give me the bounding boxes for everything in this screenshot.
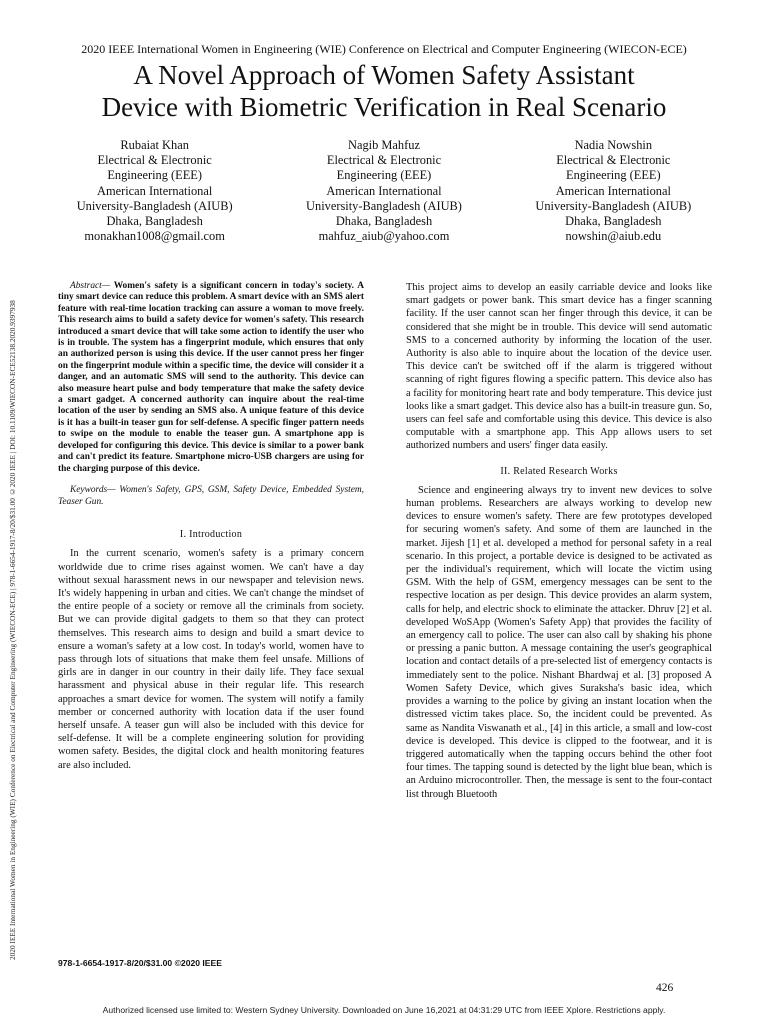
- section-heading-related-work: II. Related Research Works: [500, 465, 618, 477]
- left-column: [58, 281, 364, 772]
- author-institution: University-Bangladesh (AIUB): [76, 198, 233, 213]
- project-aims-paragraph: This project aims to develop an easily carriable device and looks like smart gadgets or power bank. This smart device has a finger scanning facility. If the user cannot scan her finger through this device, it can be considered that she might be in trouble. This device will send automatic SMS to a concerned authority by informing the location of the user. Authority is also able to inquire about the location of the device user. This device can't be switched off if the alarm is triggered without scanning of right figures flowing a specific pattern. This device also has a facility for monitoring heart rate and body temperature. This device just looks like a smart gadget. This device also has a built-in treasure gun. So, users can feel safe and comfortable using this device. This device is also computable with a smartphone app. This App allows users to set authorized numbers and users' finger data easily.: [406, 282, 712, 452]
- title-line-2: Device with Biometric Verification in Real Scenario: [101, 92, 667, 122]
- author-city: Dhaka, Bangladesh: [335, 214, 433, 229]
- author-dept: Electrical & Electronic: [556, 153, 671, 168]
- introduction-paragraph: In the current scenario, women's safety is a primary concern worldwide due to crime rises against women. We can't have a day without sexual harassment news in our newspaper and television news. It's widely happening in urban and cities. We can't change the mindset of the entire people of a society or remove all the criminals from society. But we can provide digital gadgets to them so that they can protect themselves. This research aims to design and build a smart device to ensure a woman's safety at a low cost. In today's world, women have to pass through lots of situations that make them feel unsafe. Millions of girls are in danger in our country in their daily life. They face sexual harassment and physical abuse in their regular life. This research approaches a smart device for women. The system will notify a family member or concerned authority with location data if the user found herself unsafe. A teaser gun will also be included with this device for self-defense. It will be a complete engineering solution for providing women safety. Besides, the digital clock and health monitoring features are also included.: [58, 548, 364, 771]
- author-dept: Engineering (EEE): [336, 168, 432, 183]
- footer-isbn: 978-1-6654-1917-8/20/$31.00 ©2020 IEEE: [58, 958, 223, 968]
- author-institution: University-Bangladesh (AIUB): [306, 198, 462, 213]
- section-heading-introduction: I. Introduction: [179, 529, 243, 541]
- license-notice: Authorized licensed use limited to: Western Sydney University. Downloaded on June 16,2021 at 04:31:29 UTC from IEEE Xplore. Restrictions apply.: [102, 1005, 666, 1015]
- author-email: monakhan1008@gmail.com: [84, 229, 225, 244]
- author-block: [40, 138, 728, 244]
- author-city: Dhaka, Bangladesh: [565, 214, 662, 229]
- author-institution: University-Bangladesh (AIUB): [535, 198, 692, 213]
- abstract: [58, 281, 364, 475]
- author-institution: American International: [97, 183, 213, 198]
- author-3: [499, 138, 728, 244]
- author-name: Nagib Mahfuz: [348, 138, 420, 152]
- related-work-paragraph: Science and engineering always try to invent new devices to solve human problems. Researchers are always working to develop new devices to ensure women's safety. There are few prototypes developed for securing women's safety. And some of them are launched in the market. Jijesh [1] et al. developed a method for personal safety in a real scenario. In this project, a portable device is designed to be activated as per the individual's requirement, which will locate the victim using GSM. With the help of GSM, emergency messages can be sent to the respective location as per design. This device provides an alarm system, calls for help, and electric shock to eliminate the attacker. Dhruv [2] et al. developed WoSApp (Women's Safety App) that provides the facility of an emergency call to police. The user can also call by shaking his phone or pressing a panic button. A message containing the user's geographical location and contact details of a pre-selected list of emergency contacts is immediately sent to the police. Nishant Bhardwaj et al. [3] proposed A Women Safety Device, which gives Suraksha's basic idea, which provides a warning to the police by giving an instant location when the distressed victim takes place. So, the incident could be prevented. As same as Nandita Viswanath et al., [4] in this article, a small and low-cost device is developed. This device is clipped to the footwear, and it is triggered automatically when the tapping occurs behind the other foot four times. The tapping sound is detected by the light blue bean, which is an Arduino microcontroller. Then, the message is sent to the four-contact list through Bluetooth: [406, 484, 712, 800]
- keywords: Keywords— Women's Safety, GPS, GSM, Safety Device, Embedded System, Teaser Gun.: [58, 484, 364, 507]
- author-dept: Engineering (EEE): [107, 168, 202, 183]
- conference-header: 2020 IEEE International Women in Engineering (WIE) Conference on Electrical and Computer Engineering (WIECON-ECE): [81, 42, 687, 56]
- author-city: Dhaka, Bangladesh: [106, 214, 203, 229]
- right-column: [406, 281, 712, 801]
- side-doi-banner: 2020 IEEE International Women in Engineering (WIE) Conference on Electrical and Computer Engineering (WIECON-ECE) | 978-1-6654-1917-8/20/$31.00 ©2020 IEEE | DOI: 10.1109/WIECON-ECE52138.2020.9397938: [8, 300, 17, 960]
- page-number: 426: [656, 982, 674, 994]
- title-line-1: A Novel Approach of Women Safety Assistant: [133, 60, 635, 90]
- author-dept: Electrical & Electronic: [326, 153, 442, 168]
- author-name: Nadia Nowshin: [574, 138, 653, 152]
- author-2: [269, 138, 498, 244]
- author-institution: American International: [326, 183, 442, 198]
- author-name: Rubaiat Khan: [120, 138, 189, 152]
- author-dept: Electrical & Electronic: [97, 153, 212, 168]
- author-dept: Engineering (EEE): [566, 168, 661, 183]
- author-1: [40, 138, 269, 244]
- author-email: nowshin@aiub.edu: [565, 229, 662, 244]
- abstract-text: Women's safety is a significant concern in today's society. A tiny smart device can reduce this problem. A smart device with an SMS alert feature with real-time location tracking can assure a woman to move freely. This research aims to build a safety device for women's safety. This research introduced a smart device that will take some action to identify the user who is in trouble. The system has a fingerprint module, which ensures that only an authorized person is using this device. If the user cannot press her finger on the fingerprint module within a specific time, the device will consider it a danger, and an automatic SMS will send to the authority. This device can also measure heart pulse and body temperature that make the safety device a smart gadget. A concerned authority can inquire about the real-time location of the user by sending an SMS also. A unique feature of this device is it has a built-in teaser gun for self-defense. A specific finger pattern needs to swipe on the module to enable the teaser gun. A smartphone app is developed for configuring this device. This device is similar to a power bank and can't predict its feature. Smartphone micro-USB chargers are using for the charging purpose of this device.: [58, 281, 364, 474]
- paper-title: [30, 59, 738, 123]
- author-institution: American International: [555, 183, 671, 198]
- author-email: mahfuz_aiub@yahoo.com: [318, 229, 450, 244]
- abstract-label: Abstract—: [70, 281, 111, 291]
